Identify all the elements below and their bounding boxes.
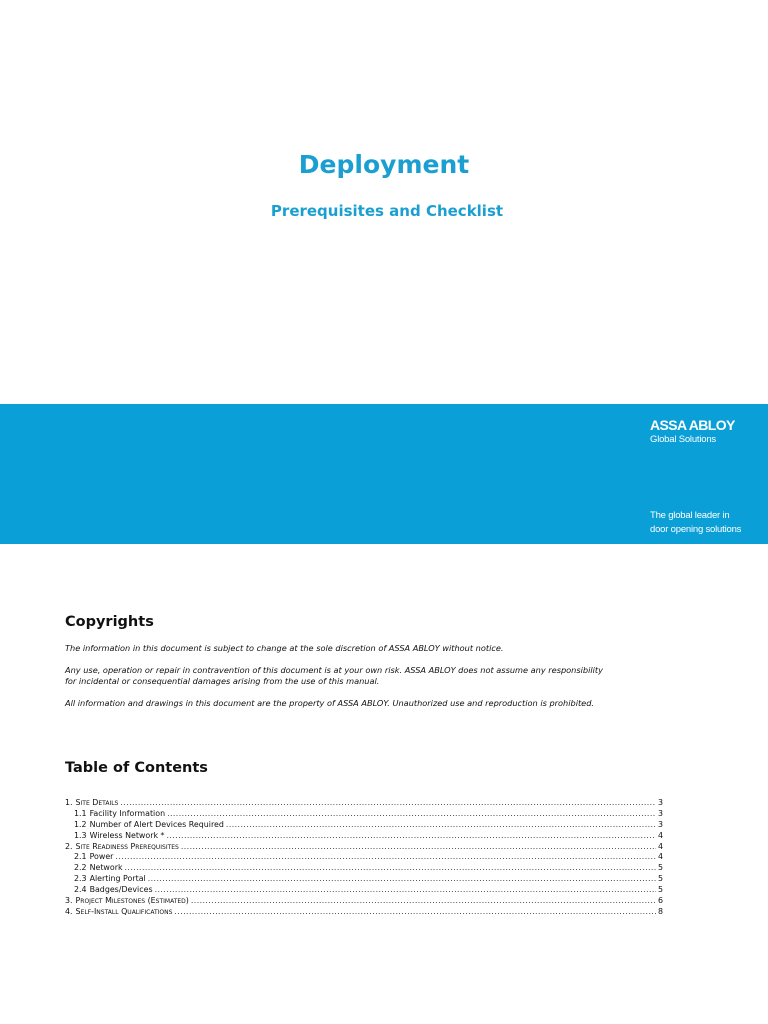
toc-entry-label: Badges/Devices (89, 885, 153, 895)
copyrights-paragraph-2-line-2: for incidental or consequential damages arising from the use of this manual. (65, 676, 380, 686)
toc-entry-number: 1.2 (74, 819, 87, 829)
toc-entry-site-details[interactable] (65, 798, 663, 809)
copyrights-paragraph-2 (65, 665, 705, 687)
toc-entry-label: Project Milestones (Estimated) (75, 896, 189, 906)
toc-entry-power[interactable] (65, 852, 663, 863)
toc-entry-project-milestones[interactable] (65, 896, 663, 907)
toc-entry-network[interactable] (65, 863, 663, 874)
document-title: Deployment (298, 150, 470, 179)
toc-dot-leader (181, 842, 656, 853)
table-of-contents (65, 798, 663, 918)
toc-dot-leader (120, 798, 656, 809)
toc-entry-number: 1.3 (74, 830, 87, 840)
toc-dot-leader (148, 874, 656, 885)
copyrights-paragraph-2-line-1: Any use, operation or repair in contravention of this document is at your own risk. ASSA ABLOY does not assume any responsibility (65, 665, 603, 675)
document-subtitle: Prerequisites and Checklist (270, 202, 504, 220)
toc-entry-label: Network (89, 863, 123, 873)
brand-banner (0, 404, 768, 544)
toc-entry-page: 3 (657, 798, 663, 807)
toc-dot-leader (167, 809, 656, 820)
toc-dot-leader (174, 907, 656, 918)
toc-entry-number: 3. (65, 896, 73, 906)
toc-entry-label: Wireless Network * (89, 830, 165, 840)
toc-entry-number: 1. (65, 798, 73, 807)
toc-dot-leader (115, 852, 656, 863)
toc-entry-label: Facility Information (89, 808, 166, 818)
brand-logo-name: ASSA ABLOY (650, 417, 735, 433)
toc-entry-label: Number of Alert Devices Required (89, 819, 224, 829)
toc-entry-badges-devices[interactable] (65, 885, 663, 896)
toc-entry-number: 2.2 (74, 863, 87, 873)
toc-entry-page: 5 (657, 863, 663, 873)
toc-dot-leader (226, 820, 656, 831)
toc-entry-facility-information[interactable] (65, 809, 663, 820)
toc-entry-number: 2. (65, 841, 73, 851)
toc-entry-label: Power (89, 852, 114, 862)
toc-entry-page: 5 (657, 874, 663, 884)
toc-entry-label: Site Readiness Prerequisites (75, 841, 179, 851)
toc-dot-leader (155, 885, 656, 896)
toc-entry-page: 4 (657, 830, 663, 840)
toc-entry-label: Self-Install Qualifications (75, 906, 173, 916)
toc-entry-label: Site Details (75, 798, 119, 807)
tagline-line-1: The global leader in (650, 510, 730, 521)
toc-dot-leader (191, 896, 656, 907)
toc-entry-page: 4 (657, 852, 663, 862)
toc-entry-site-readiness[interactable] (65, 842, 663, 853)
toc-heading: Table of Contents (65, 760, 208, 776)
toc-entry-number: 1.1 (74, 808, 87, 818)
toc-entry-page: 3 (657, 808, 663, 818)
toc-entry-label: Alerting Portal (89, 874, 146, 884)
toc-dot-leader (125, 863, 656, 874)
toc-entry-number: 4. (65, 906, 73, 916)
toc-entry-page: 3 (657, 819, 663, 829)
toc-entry-page: 6 (657, 896, 663, 906)
copyrights-heading: Copyrights (65, 614, 154, 630)
brand-tagline (650, 509, 765, 537)
toc-dot-leader (167, 831, 656, 842)
toc-entry-page: 4 (657, 841, 663, 851)
brand-logo-subtitle: Global Solutions (650, 434, 716, 445)
toc-entry-alerting-portal[interactable] (65, 874, 663, 885)
copyrights-paragraph-3: All information and drawings in this document are the property of ASSA ABLOY. Unauthorized use and reproduction is prohibited. (65, 698, 595, 708)
toc-entry-page: 8 (657, 906, 663, 916)
toc-entry-number: 2.4 (74, 885, 87, 895)
toc-entry-number: 2.3 (74, 874, 87, 884)
tagline-line-2: door opening solutions (650, 524, 742, 535)
toc-entry-alert-devices[interactable] (65, 820, 663, 831)
toc-entry-wireless-network[interactable] (65, 831, 663, 842)
copyrights-paragraph-1: The information in this document is subject to change at the sole discretion of ASSA ABLOY without notice. (65, 643, 504, 653)
toc-entry-page: 5 (657, 885, 663, 895)
toc-entry-number: 2.1 (74, 852, 87, 862)
toc-entry-self-install[interactable] (65, 907, 663, 918)
